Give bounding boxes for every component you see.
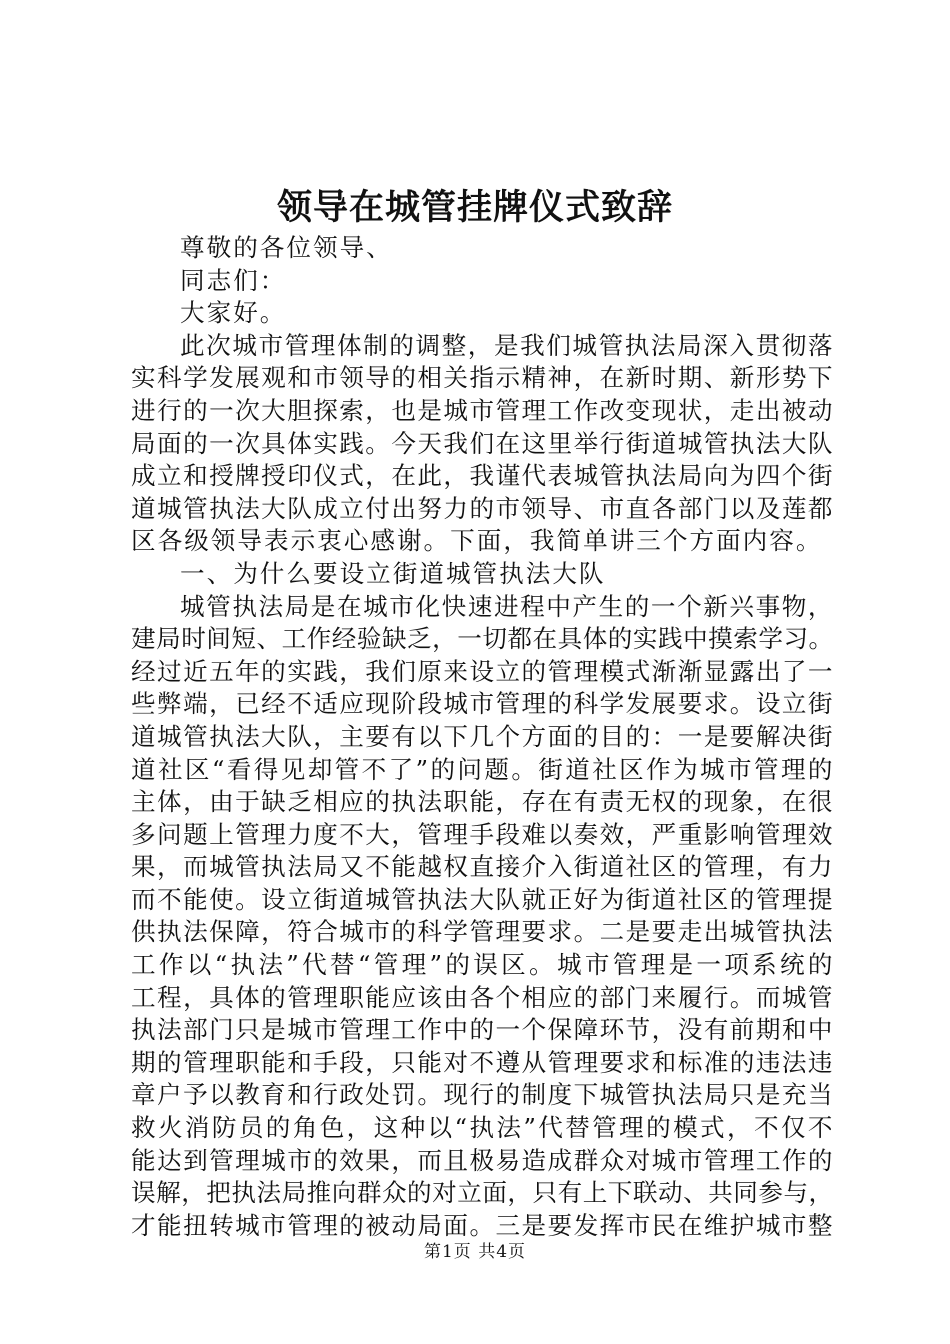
text-line: 局面的一次具体实践。今天我们在这里举行街道城管执法大队 xyxy=(131,428,833,458)
text-line: 同志们： xyxy=(180,265,287,295)
text-line: 供执法保障，符合城市的科学管理要求。二是要走出城管执法 xyxy=(131,917,833,947)
text-line: 一、为什么要设立街道城管执法大队 xyxy=(180,558,606,588)
text-line: 期的管理职能和手段，只能对不遵从管理要求和标准的违法违 xyxy=(131,1047,833,1077)
text-line: 才能扭转城市管理的被动局面。三是要发挥市民在维护城市整 xyxy=(131,1210,833,1240)
text-line: 大家好。 xyxy=(180,298,287,328)
text-line: 工作以“执法”代替“管理”的误区。城市管理是一项系统的 xyxy=(131,950,833,980)
text-line: 道城管执法大队成立付出努力的市领导、市直各部门以及莲都 xyxy=(131,493,833,523)
text-line: 建局时间短、工作经验缺乏，一切都在具体的实践中摸索学习。 xyxy=(131,624,834,654)
document-title: 领导在城管挂牌仪式致辞 xyxy=(276,187,673,228)
text-line: 进行的一次大胆探索，也是城市管理工作改变现状，走出被动 xyxy=(131,395,833,425)
text-line: 救火消防员的角色，这种以“执法”代替管理的模式，不仅不 xyxy=(131,1113,833,1143)
page-footer: 第1页 共4页 xyxy=(423,1242,527,1262)
text-line: 主体，由于缺乏相应的执法职能，存在有责无权的现象，在很 xyxy=(131,787,833,817)
text-line: 区各级领导表示衷心感谢。下面，我简单讲三个方面内容。 xyxy=(131,526,823,556)
text-line: 道城管执法大队，主要有以下几个方面的目的：一是要解决街 xyxy=(131,721,833,751)
text-line: 实科学发展观和市领导的相关指示精神，在新时期、新形势下 xyxy=(131,363,833,393)
document-body xyxy=(131,232,833,1242)
text-line: 经过近五年的实践，我们原来设立的管理模式渐渐显露出了一 xyxy=(131,656,833,686)
text-line: 章户予以教育和行政处罚。现行的制度下城管执法局只是充当 xyxy=(131,1080,833,1110)
text-line: 执法部门只是城市管理工作中的一个保障环节，没有前期和中 xyxy=(131,1015,833,1045)
text-line: 道社区“看得见却管不了”的问题。街道社区作为城市管理的 xyxy=(131,754,833,784)
text-line: 误解，把执法局推向群众的对立面，只有上下联动、共同参与， xyxy=(131,1178,834,1208)
text-line: 而不能使。设立街道城管执法大队就正好为街道社区的管理提 xyxy=(131,884,833,914)
text-line: 多问题上管理力度不大，管理手段难以奏效，严重影响管理效 xyxy=(131,819,833,849)
text-line: 此次城市管理体制的调整，是我们城管执法局深入贯彻落 xyxy=(180,330,833,360)
text-line: 能达到管理城市的效果，而且极易造成群众对城市管理工作的 xyxy=(131,1145,833,1175)
text-line: 工程，具体的管理职能应该由各个相应的部门来履行。而城管 xyxy=(131,982,833,1012)
text-line: 尊敬的各位领导、 xyxy=(180,233,393,262)
text-line: 果，而城管执法局又不能越权直接介入街道社区的管理，有力 xyxy=(131,852,833,882)
text-line: 成立和授牌授印仪式，在此，我谨代表城管执法局向为四个街 xyxy=(131,461,833,491)
text-line: 城管执法局是在城市化快速进程中产生的一个新兴事物， xyxy=(180,591,833,621)
text-line: 些弊端，已经不适应现阶段城市管理的科学发展要求。设立街 xyxy=(131,689,833,719)
